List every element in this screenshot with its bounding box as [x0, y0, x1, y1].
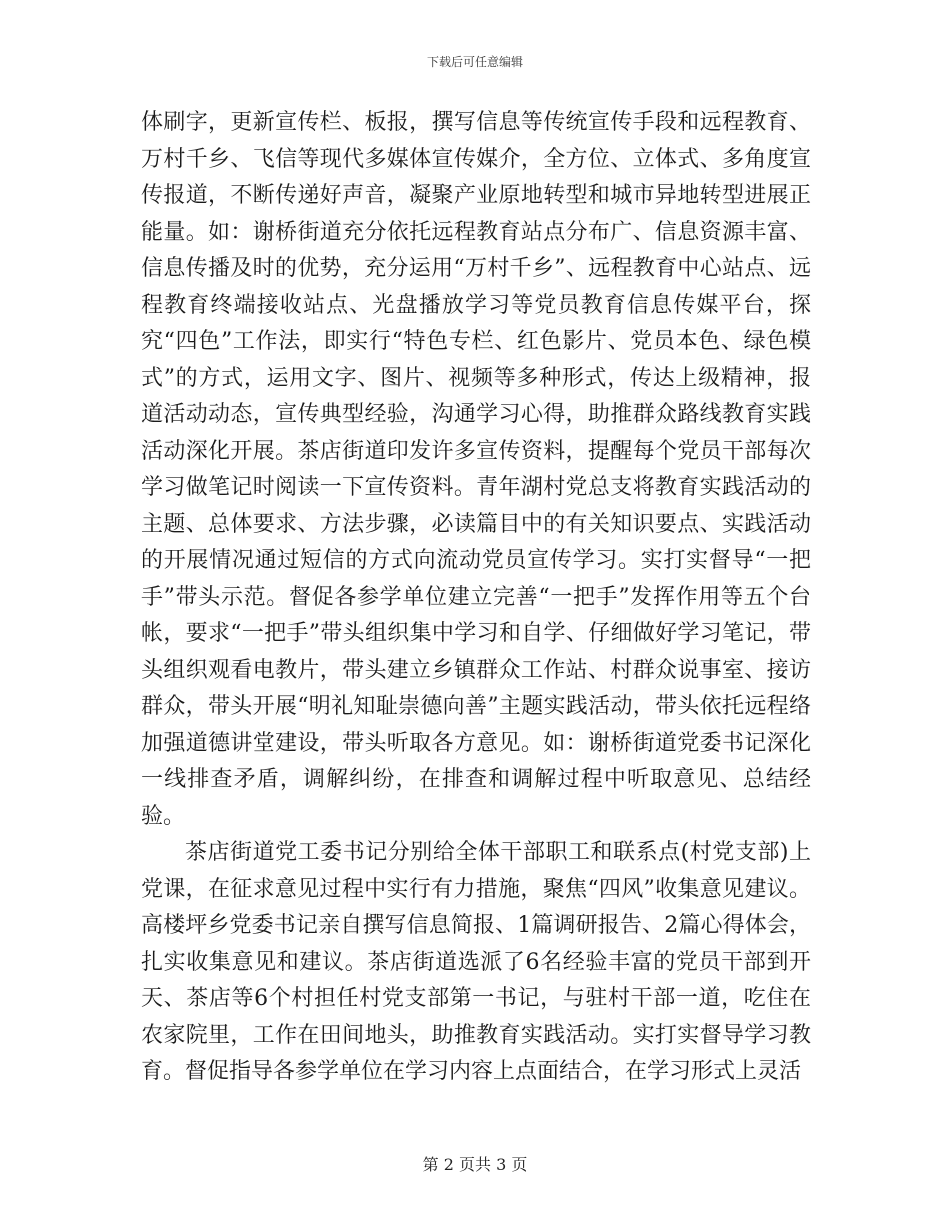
page-header: 下载后可任意编辑 — [426, 55, 523, 69]
body-paragraph-2: 茶店街道党工委书记分别给全体干部职工和联系点(村党支部)上党课，在征求意见过程中实行有力措施，聚焦“四风”收集意见建议。高楼坪乡党委书记亲自撰写信息简报、1篇调研报告、2篇心得体会，扎实收集意见和建议。茶店街道选派了6名经验丰富的党员干部到开天、茶店等6个村担任村党支部第一书记，与驻村干部一道，吃住在农家院里，工作在田间地头，助推教育实践活动。实打实督导学习教育。督促指导各参学单位在学习内容上点面结合，在学习形式上灵活 — [141, 840, 811, 1084]
body-paragraph-1: 体刷字，更新宣传栏、板报，撰写信息等传统宣传手段和远程教育、万村千乡、飞信等现代多媒体宣传媒介，全方位、立体式、多角度宣传报道，不断传递好声音，凝聚产业原地转型和城市异地转型进展正能量。如：谢桥街道充分依托远程教育站点分布广、信息资源丰富、信息传播及时的优势，充分运用“万村千乡”、远程教育中心站点、远程教育终端接收站点、光盘播放学习等党员教育信息传媒平台，探究“四色”工作法，即实行“特色专栏、红色影片、党员本色、绿色模式”的方式，运用文字、图片、视频等多种形式，传达上级精神，报道活动动态，宣传典型经验，沟通学习心得，助推群众路线教育实践活动深化开展。茶店街道印发许多宣传资料，提醒每个党员干部每次学习做笔记时阅读一下宣传资料。青年湖村党总支将教育实践活动的主题、总体要求、方法步骤，必读篇目中的有关知识要点、实践活动的开展情况通过短信的方式向流动党员宣传学习。实打实督导“一把手”带头示范。督促各参学单位建立完善“一把手”发挥作用等五个台帐，要求“一把手”带头组织集中学习和自学、仔细做好学习笔记，带头组织观看电教片，带头建立乡镇群众工作站、村群众说事室、接访群众，带头开展“明礼知耻崇德向善”主题实践活动，带头依托远程络加强道德讲堂建设，带头听取各方意见。如：谢桥街道党委书记深化一线排查矛盾，调解纠纷，在排查和调解过程中听取意见、总结经验。 — [141, 110, 811, 829]
document-body — [141, 105, 811, 1091]
page-footer: 第 2 页共 3 页 — [422, 1155, 528, 1174]
